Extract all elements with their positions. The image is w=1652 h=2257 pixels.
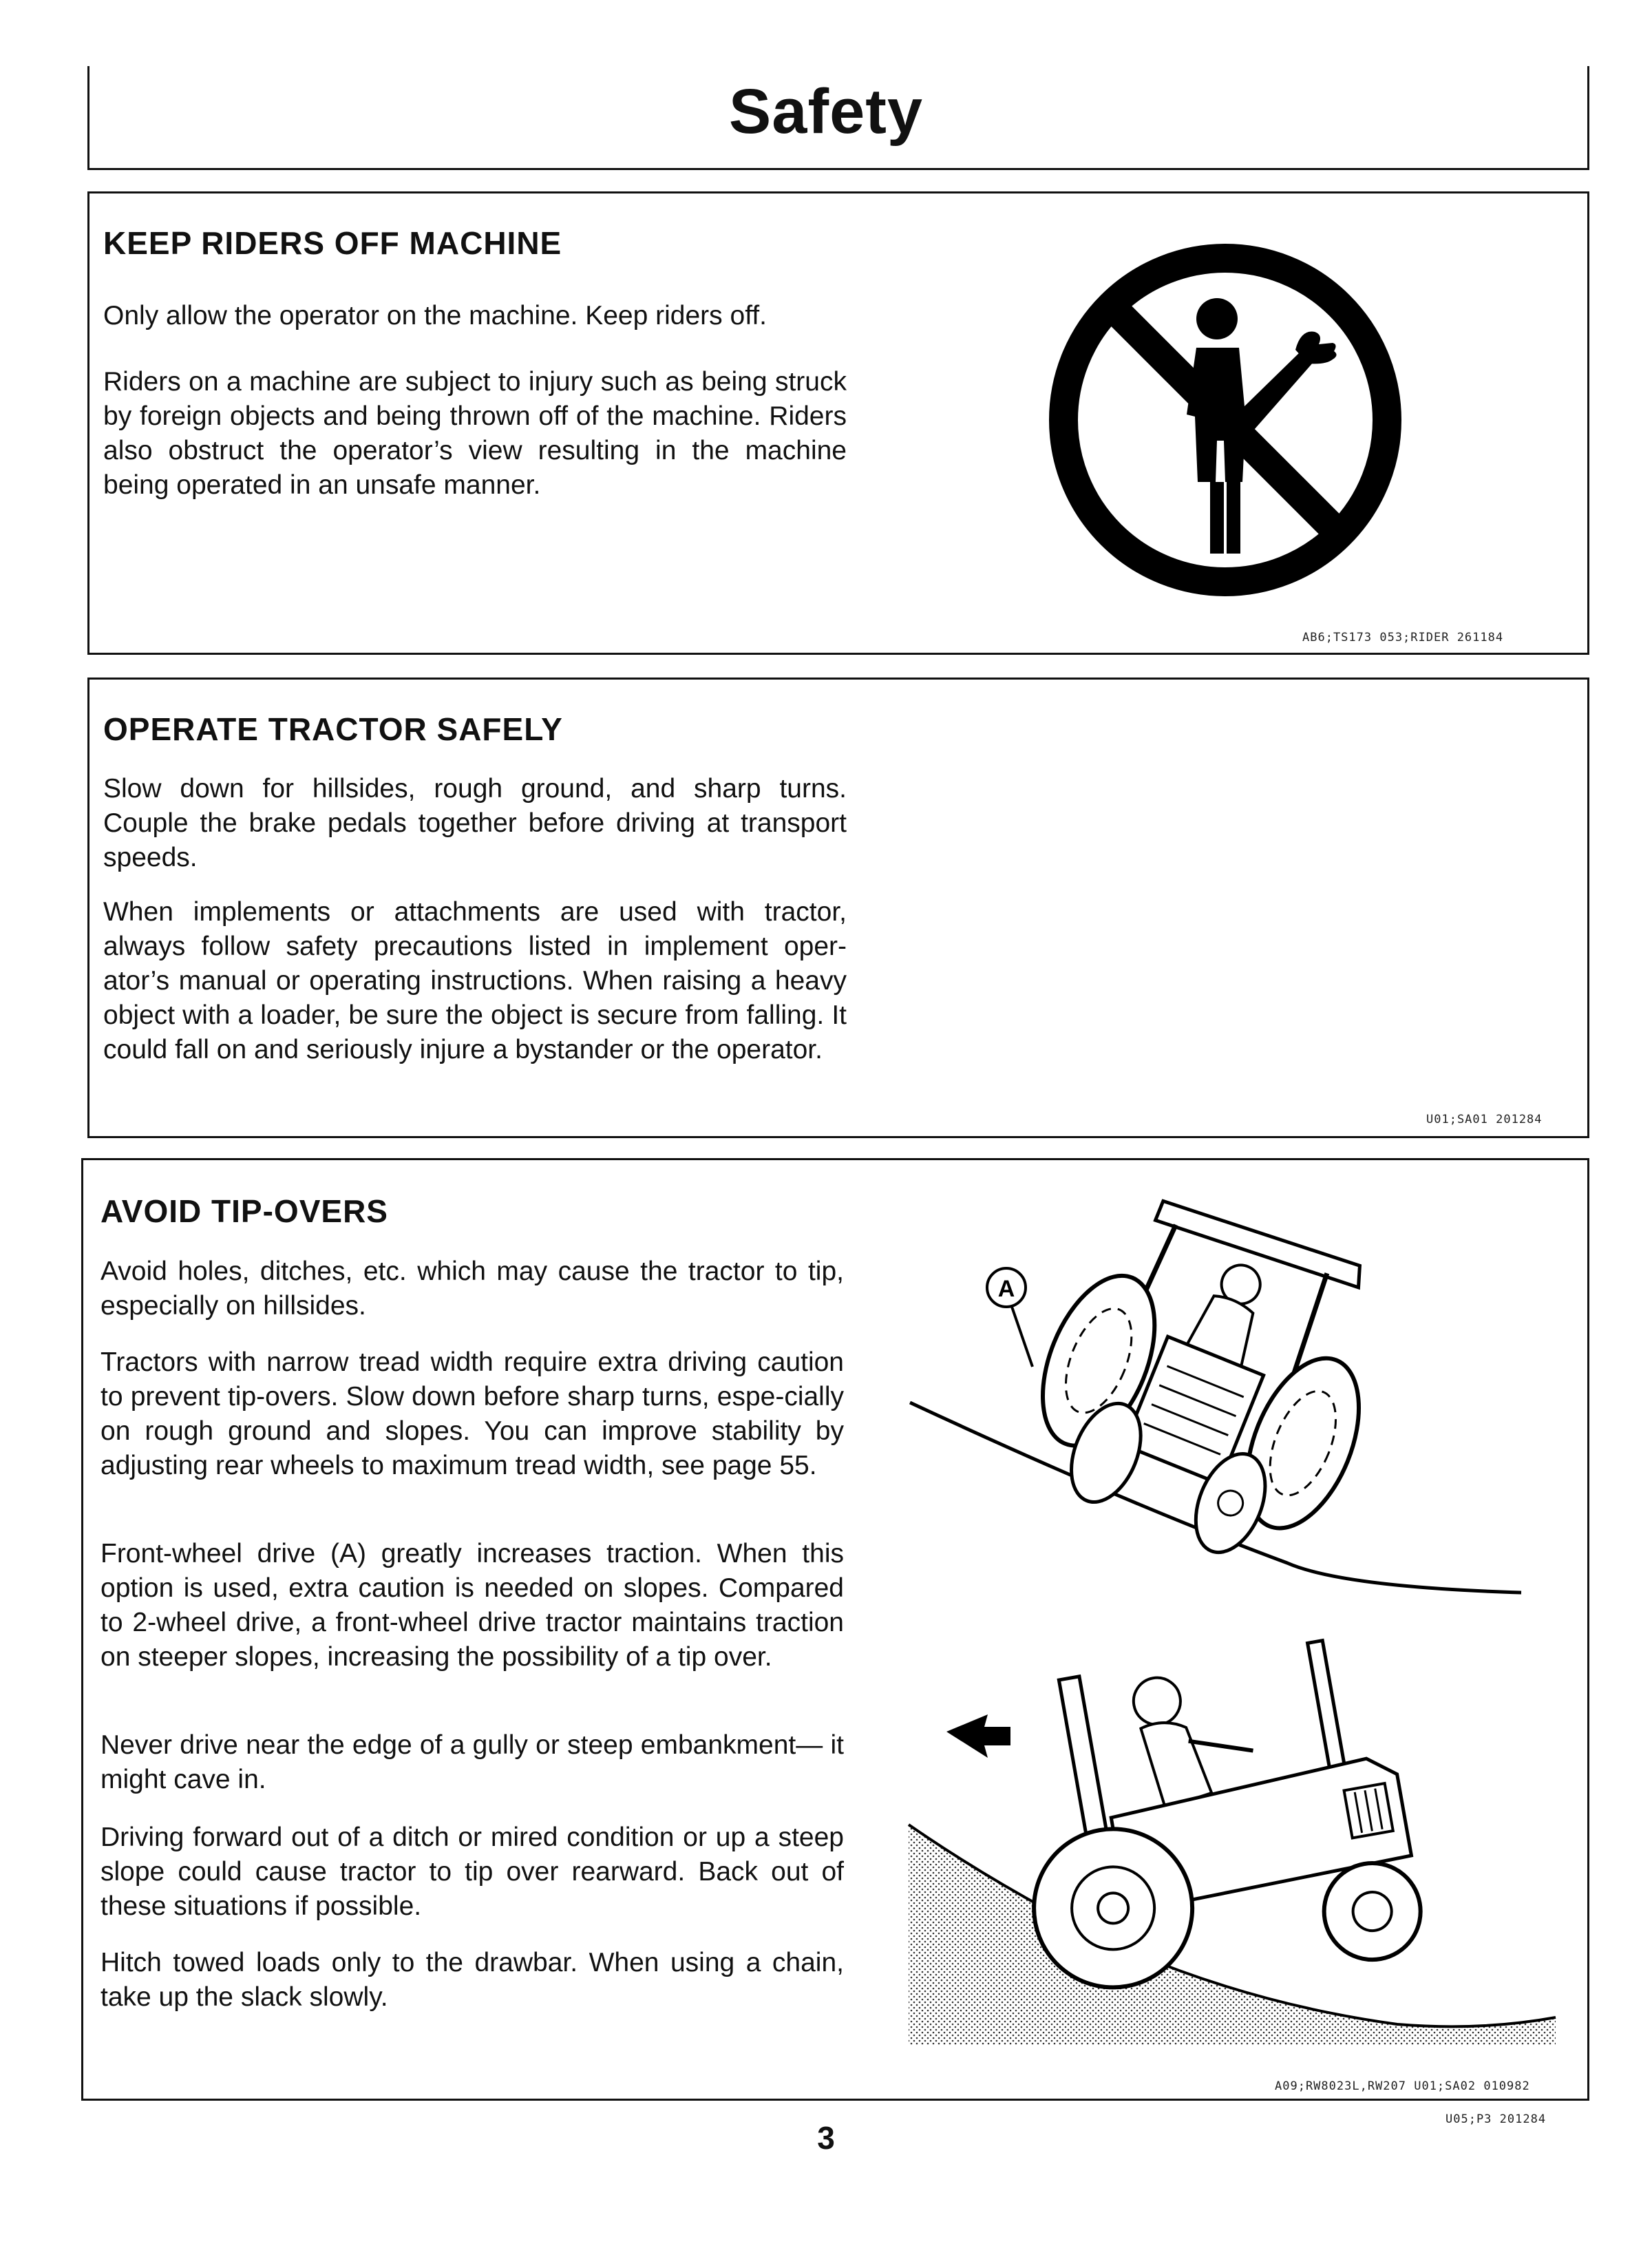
front-wheel-drive-callout-label: A xyxy=(997,1276,1015,1302)
section-3-paragraph-1: Avoid holes, ditches, etc. which may cause the tractor to tip, especially on hillsides. xyxy=(100,1257,844,1321)
section-3-top-rule xyxy=(81,1158,1589,1160)
section-3-left-rule xyxy=(81,1158,83,2100)
tractor-climbing-hill-illustration xyxy=(888,1618,1563,2066)
section-3-paragraph-3: Front-wheel drive (A) greatly increases traction. When this option is used, extra caution is needed on slopes. Compared to 2-wheel drive, a front-wheel drive tractor maintains traction on steeper slopes, increasing the possibility of a tip over. xyxy=(100,1539,844,1672)
section-1-title: KEEP RIDERS OFF MACHINE xyxy=(103,225,562,261)
section-1-code: AB6;TS173 053;RIDER 261184 xyxy=(1302,631,1504,644)
section-2-title: OPERATE TRACTOR SAFELY xyxy=(103,711,563,747)
section-1-left-rule xyxy=(87,191,89,654)
page-number: 3 xyxy=(817,2120,835,2156)
section-3-paragraph-4: Never drive near the edge of a gully or steep embankment— it might cave in. xyxy=(100,1730,844,1794)
section-3-title: AVOID TIP-OVERS xyxy=(100,1193,388,1229)
section-2-code: U01;SA01 201284 xyxy=(1426,1113,1543,1126)
no-riders-icon xyxy=(1039,234,1411,606)
section-1-paragraph-1: Only allow the operator on the machine. Keep riders off. xyxy=(103,301,767,330)
page-title: Safety xyxy=(728,76,924,147)
section-2-top-rule xyxy=(87,678,1589,680)
section-2-paragraph-1: Slow down for hillsides, rough ground, and sharp turns. Couple the brake pedals together before driving at transport speeds. xyxy=(103,774,847,872)
section-1-right-rule xyxy=(1587,191,1589,654)
section-2-right-rule xyxy=(1587,678,1589,1137)
section-3-bottom-rule xyxy=(81,2099,1589,2101)
section-3-paragraph-2: Tractors with narrow tread width require extra driving caution to prevent tip-overs. Slow down before sharp turns, espe-cially on rough ground and slopes. You can improve stability by adjusting rear wheels to maximum tread width, see page 55. xyxy=(100,1347,844,1480)
page-code: U05;P3 201284 xyxy=(1446,2112,1547,2126)
section-1-bottom-rule xyxy=(87,653,1589,655)
section-3-code: A09;RW8023L,RW207 U01;SA02 010982 xyxy=(1275,2079,1530,2093)
section-2-left-rule xyxy=(87,678,89,1137)
section-3-paragraph-6: Hitch towed loads only to the drawbar. When using a chain, take up the slack slowly. xyxy=(100,1948,844,2012)
section-3-right-rule xyxy=(1587,1158,1589,2100)
section-3-paragraph-5: Driving forward out of a ditch or mired condition or up a steep slope could cause tractor to tip over rearward. Back out of these situations if possible. xyxy=(100,1823,844,1921)
section-2-paragraph-2: When implements or attachments are used with tractor, always follow safety precautions listed in implement oper-ator’s manual or operating instructions. When raising a heavy object with a loader, be sure the object is secure from falling. It could fall on and seriously injure a bystander or the operator. xyxy=(103,897,847,1064)
tractor-on-slope-illustration xyxy=(902,1181,1542,1608)
section-1-paragraph-2: Riders on a machine are subject to injury such as being struck by foreign objects and being thrown off of the machine. Riders also obstruct the operator’s view resulting in the machine being operated in an unsafe manner. xyxy=(103,367,847,500)
header-bottom-rule xyxy=(87,168,1589,170)
section-1-top-rule xyxy=(87,191,1589,193)
section-2-bottom-rule xyxy=(87,1136,1589,1138)
